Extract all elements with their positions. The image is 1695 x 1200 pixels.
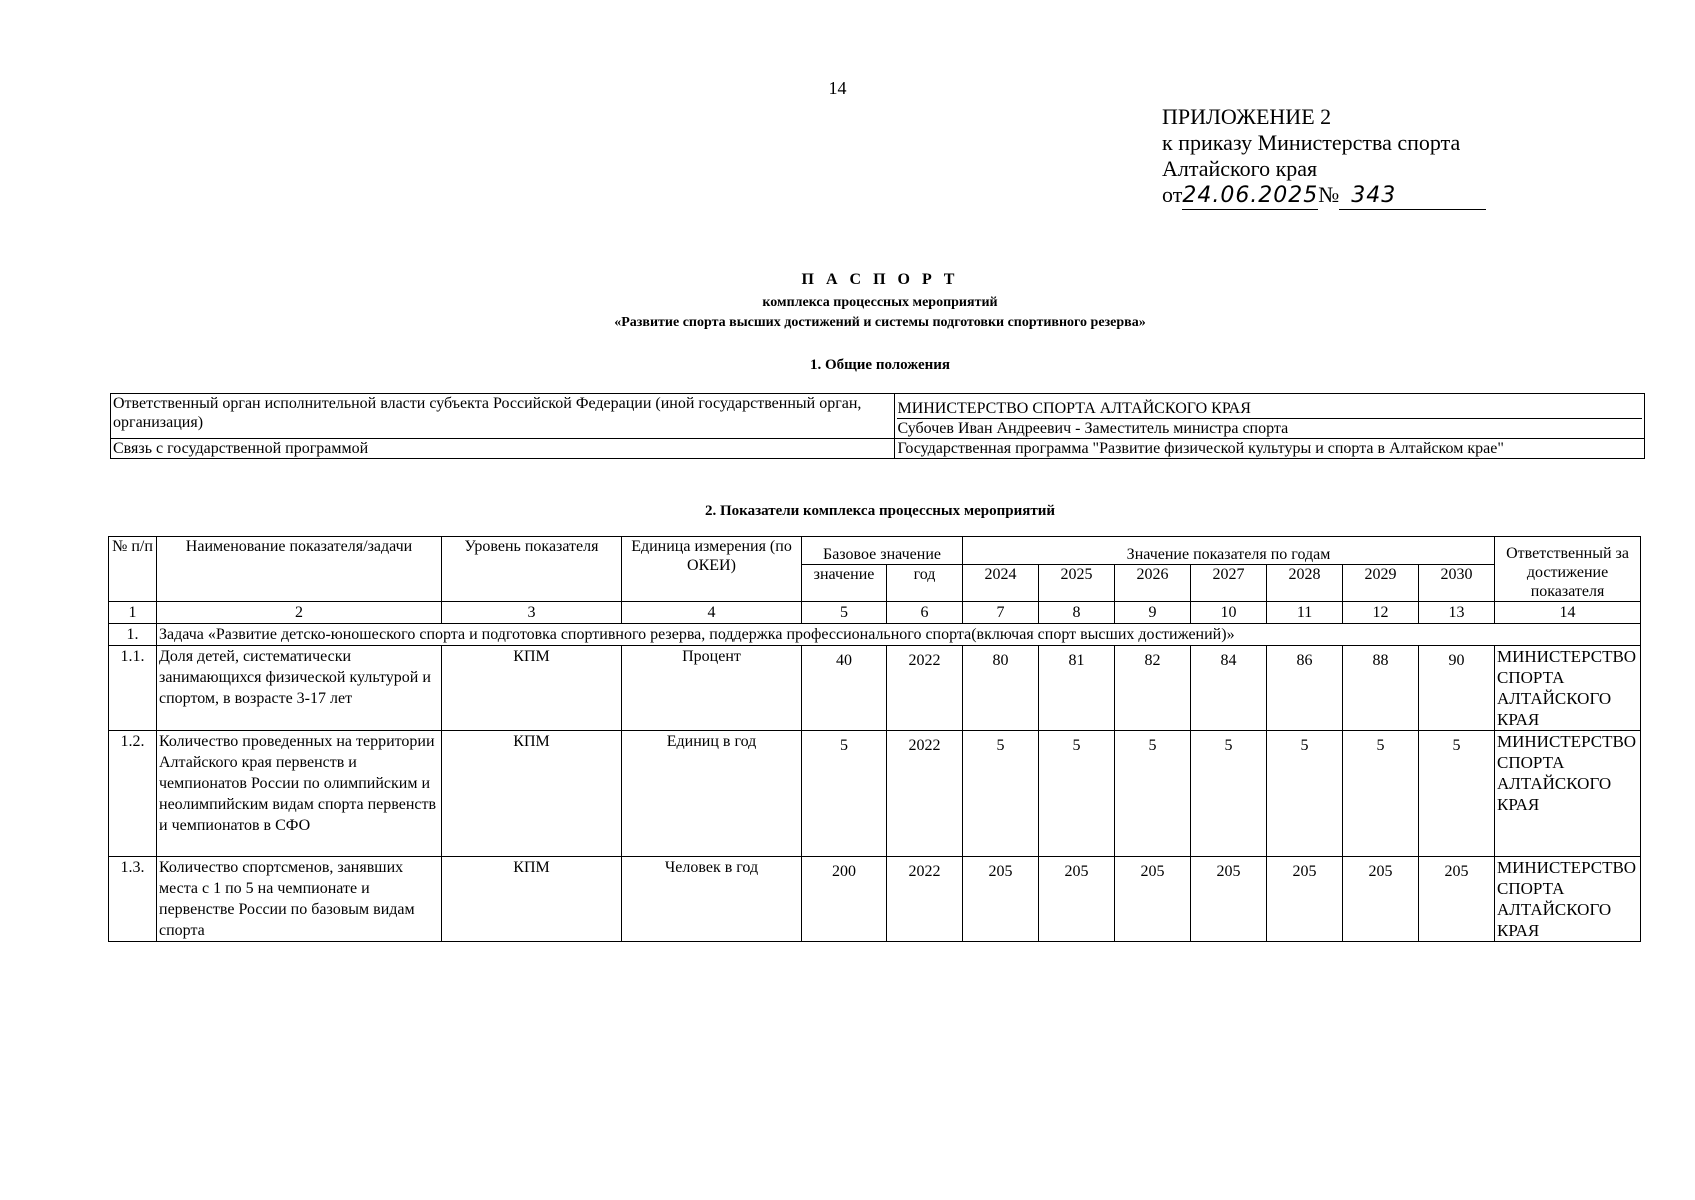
column-number: 11 [1267,602,1343,624]
page-number: 14 [828,78,847,98]
value-2030: 5 [1419,731,1495,857]
value-2025: 205 [1039,857,1115,942]
appendix-order-line: к приказу Министерства спорта [1162,130,1461,155]
curator-name: Субочев Иван Андреевич - Заместитель министра спорта [897,418,1642,438]
value-2026: 82 [1115,646,1191,731]
header-base-year: год [887,565,963,602]
responsible-body: МИНИСТЕРСТВО СПОРТА АЛТАЙСКОГО КРАЯ [1495,857,1641,942]
header-name: Наименование показателя/задачи [157,537,442,602]
value-2026: 5 [1115,731,1191,857]
program-link-value: Государственная программа "Развитие физической культуры и спорта в Алтайском крае" [895,439,1645,459]
value-2029: 205 [1343,857,1419,942]
header-base-value: значение [802,565,887,602]
value-2027: 205 [1191,857,1267,942]
column-number: 13 [1419,602,1495,624]
indicator-unit: Процент [622,646,802,731]
header-unit: Единица измерения (по ОКЕИ) [622,537,802,602]
column-number: 3 [442,602,622,624]
task-row [109,624,1641,646]
responsible-body: МИНИСТЕРСТВО СПОРТА АЛТАЙСКОГО КРАЯ [1495,646,1641,731]
value-2027: 84 [1191,646,1267,731]
appendix-block [1162,104,1486,210]
table-row [109,731,1641,857]
value-2030: 205 [1419,857,1495,942]
base-value: 5 [802,731,887,857]
indicator-name: Доля детей, систематически занимающихся физической культурой и спортом, в возрасте 3-17 лет [157,646,442,731]
table-row [111,439,1645,459]
date-prefix: от [1162,182,1183,207]
base-year: 2022 [887,857,963,942]
value-2028: 5 [1267,731,1343,857]
indicator-name: Количество проведенных на территории Алтайского края первенств и чемпионатов России по олимпийским и неолимпийским видам спорта первенств и чемпионатов в СФО [157,731,442,857]
header-year-2028: 2028 [1267,565,1343,602]
row-num: 1.2. [109,731,157,857]
header-level: Уровень показателя [442,537,622,602]
task-num: 1. [109,624,157,646]
table-row [109,646,1641,731]
ministry-name: МИНИСТЕРСТВО СПОРТА АЛТАЙСКОГО КРАЯ [897,400,1251,417]
header-responsible: Ответственный за достижение показателя [1495,537,1641,602]
indicator-level: КПМ [442,731,622,857]
base-value: 40 [802,646,887,731]
appendix-date-line [1162,182,1486,210]
table-row [111,394,1645,439]
column-number: 8 [1039,602,1115,624]
appendix-title: ПРИЛОЖЕНИЕ 2 [1162,104,1332,129]
header-year-2024: 2024 [963,565,1039,602]
value-2029: 88 [1343,646,1419,731]
value-2026: 205 [1115,857,1191,942]
value-2025: 81 [1039,646,1115,731]
indicator-unit: Единиц в год [622,731,802,857]
passport-subtitle-1: комплекса процессных мероприятий [762,295,998,310]
header-num: № п/п [109,537,157,602]
value-2029: 5 [1343,731,1419,857]
responsible-body-value [895,394,1645,439]
header-year-2025: 2025 [1039,565,1115,602]
appendix-region-line: Алтайского края [1162,156,1318,181]
responsible-body: МИНИСТЕРСТВО СПОРТА АЛТАЙСКОГО КРАЯ [1495,731,1641,857]
header-year-2026: 2026 [1115,565,1191,602]
order-number: 343 [1339,183,1486,210]
column-number: 12 [1343,602,1419,624]
passport-subtitle-2: «Развитие спорта высших достижений и системы подготовки спортивного резерва» [614,315,1146,330]
table-row [109,857,1641,942]
number-prefix: № [1318,182,1340,207]
row-num: 1.3. [109,857,157,942]
header-year-2027: 2027 [1191,565,1267,602]
header-row [109,537,1641,565]
program-link-label: Связь с государственной программой [111,439,895,459]
column-number: 6 [887,602,963,624]
value-2024: 5 [963,731,1039,857]
value-2028: 86 [1267,646,1343,731]
header-year-2030: 2030 [1419,565,1495,602]
indicator-level: КПМ [442,646,622,731]
column-number: 2 [157,602,442,624]
indicators-table [108,536,1641,942]
section-1-title: 1. Общие положения [809,357,951,373]
header-years-group: Значение показателя по годам [963,537,1495,565]
indicator-unit: Человек в год [622,857,802,942]
value-2027: 5 [1191,731,1267,857]
column-number: 14 [1495,602,1641,624]
value-2024: 80 [963,646,1039,731]
column-number: 10 [1191,602,1267,624]
section-2-title: 2. Показатели комплекса процессных мероприятий [704,503,1055,519]
general-provisions-table [110,393,1645,459]
order-date: 24.06.2025 [1182,183,1319,208]
column-number-row [109,602,1641,624]
column-number: 4 [622,602,802,624]
column-number: 1 [109,602,157,624]
task-text: Задача «Развитие детско-юношеского спорта и подготовка спортивного резерва, поддержка профессионального спорта(включая спорт высших достижений)» [157,624,1641,646]
passport-title: П А С П О Р Т [801,271,959,288]
column-number: 7 [963,602,1039,624]
value-2025: 5 [1039,731,1115,857]
header-year-2029: 2029 [1343,565,1419,602]
column-number: 9 [1115,602,1191,624]
value-2030: 90 [1419,646,1495,731]
header-base: Базовое значение [802,537,963,565]
base-year: 2022 [887,731,963,857]
value-2024: 205 [963,857,1039,942]
responsible-body-label: Ответственный орган исполнительной власти субъекта Российской Федерации (иной государственный орган, организация) [111,394,895,439]
row-num: 1.1. [109,646,157,731]
indicator-level: КПМ [442,857,622,942]
base-value: 200 [802,857,887,942]
base-year: 2022 [887,646,963,731]
value-2028: 205 [1267,857,1343,942]
column-number: 5 [802,602,887,624]
indicator-name: Количество спортсменов, занявших места с 1 по 5 на чемпионате и первенстве России по базовым видам спорта [157,857,442,942]
